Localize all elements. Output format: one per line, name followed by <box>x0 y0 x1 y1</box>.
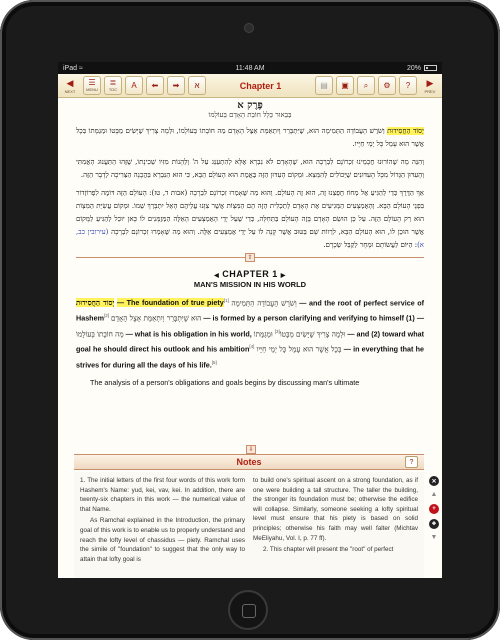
prev-button[interactable] <box>420 75 440 97</box>
arrow-back-icon: ⬅ <box>151 80 159 90</box>
section-divider <box>76 257 424 267</box>
arrow-left-icon: ◀ <box>66 77 74 88</box>
english-text: — and the root of perfect service of Hashem <box>76 298 425 323</box>
hebrew-inline: וּלְמָה צָרִיךְ שֶׁיָּשִׂים מַבָּטוֹ <box>279 329 346 339</box>
footnote-text: 1. The initial letters of the first four words of this work form Hashem's Name: yud, kei, vav, kei. In addition, there are twenty-six chapters in this work — the numerical value of that Name. <box>80 477 245 513</box>
notes-title: Notes <box>236 457 262 467</box>
status-time: 11:48 AM <box>235 64 265 72</box>
back-arrow-button[interactable] <box>146 76 164 95</box>
arrow-right-icon: ▶ <box>426 77 434 88</box>
next-label: NEXT <box>64 88 76 94</box>
english-paragraph: The analysis of a person's obligations and goals begins by discussing man's ultimate <box>90 377 360 387</box>
wifi-carrier: iPad ≈ <box>63 64 83 72</box>
menu-icon: ☰ <box>88 78 96 87</box>
hebrew-chapter-title: פֶּרֶק א <box>237 100 263 111</box>
highlighted-hebrew: יְסוֹד הַחֲסִידוּת <box>76 298 115 308</box>
footnote-marker[interactable]: [1] <box>223 298 229 303</box>
hebrew-inline: הוּא שֶׁיִּתְבָּרֵר וְיִתְאַמֵּת אֵצֶל הָאָדָם <box>111 313 202 323</box>
highlighted-phrase: יְסוֹד הַחֲסִידוּת <box>387 127 425 135</box>
battery-percent: 20% <box>406 64 421 72</box>
toc-button[interactable] <box>104 76 122 95</box>
footnote-text: to build one's spiritual ascent on a strong foundation, as if one were building a tall structure. The taller the building, the stronger its foundation must be; otherwise the edifice will collapse. Similarly, someone seeking a lofty spiritual level must ensure that his piety is based on solid principles; otherwise his faith may well falter (Michtav MeEliyahu, Vol. I, p. 77 ff). <box>253 477 418 542</box>
menu-label: MENU <box>86 87 98 92</box>
notes-header <box>74 454 424 470</box>
chapter-title: Chapter 1 <box>239 80 282 91</box>
briefcase-button[interactable] <box>336 76 354 95</box>
notes-column <box>80 476 245 574</box>
footnote-text: 2. This chapter will present the "root" of perfect <box>263 546 394 554</box>
notes-panel[interactable] <box>74 472 424 578</box>
close-icon[interactable]: ✕ <box>429 476 439 486</box>
hebrew-paragraph <box>76 187 424 252</box>
next-button[interactable] <box>60 75 80 97</box>
english-text: — what is his obligation in his world, <box>125 329 252 339</box>
home-button[interactable] <box>228 590 268 630</box>
footnote-marker[interactable]: [4] <box>249 344 255 350</box>
triangle-down-icon[interactable]: ▼ <box>430 534 438 541</box>
chapter-heading-text: CHAPTER 1 <box>222 269 278 279</box>
notes-column <box>253 476 418 574</box>
toolbar <box>58 74 442 98</box>
list-icon: ≣ <box>109 78 117 87</box>
footnote-text: As Ramchal explained in the Introduction, the primary goal of this work is to enable us to properly understand and reach the lofty level of chassidus — piety. Ramchal uses the simile of "foundation" to suggest that the only way to attain that lofty goal is <box>80 517 245 563</box>
battery-icon <box>424 65 437 71</box>
add-icon[interactable]: + <box>429 504 439 514</box>
hebrew-chapter-subtitle: בְּבֵאוּר כְּלָל חוֹבַת הָאָדָם בְּעוֹלָמוֹ <box>208 111 292 119</box>
english-text: — and (2) toward what goal he should direct his outlook and his ambition <box>76 329 425 354</box>
pages-icon: ▤ <box>320 80 328 90</box>
notes-help-button[interactable]: ? <box>405 456 418 468</box>
hebrew-inline: וְשֹׁרֶשׁ הָעֲבוֹדָה הַתְּמִימָה <box>231 298 297 308</box>
footnote-marker[interactable]: [5] <box>211 359 217 365</box>
search-icon: ⌕ <box>363 80 369 90</box>
gear-icon: ⚙ <box>383 80 391 90</box>
english-text: — is formed by a person clarifying and verifying to himself (1) — <box>203 313 425 323</box>
hebrew-inline: וּמְגַמָּתוֹ <box>253 329 273 339</box>
screen <box>58 62 442 578</box>
help-label: ? <box>405 80 411 90</box>
pages-button[interactable] <box>315 76 333 95</box>
chapter-heading-line <box>76 269 424 279</box>
chevron-right-icon: ▶ <box>280 273 286 279</box>
hebrew-inline: מַה חוֹבָתוֹ בְּעוֹלָמוֹ <box>76 329 124 339</box>
menu-button[interactable] <box>83 76 101 95</box>
briefcase-icon: ▣ <box>341 80 349 90</box>
english-font-button[interactable] <box>125 76 143 95</box>
source-reference-link[interactable]: (עירובין כב, א) <box>76 228 424 249</box>
arrow-forward-icon: ➡ <box>172 80 180 90</box>
notes-drag-handle[interactable]: ⇩ <box>246 445 256 454</box>
hebrew-text: : הַיּוֹם לַעֲשׂוֹתָם וּמָחָר לְקַבֵּל שְׂכָרָם. <box>323 241 418 249</box>
move-icon[interactable]: ✥ <box>429 519 439 529</box>
search-button[interactable] <box>357 76 375 95</box>
hebrew-text: אַךְ הַדֶּרֶךְ כְּדֵי לְהַגִּיעַ אֶל מְחוֹז חֶפְצֵנוּ זֶה, הוּא זֶה הָעוֹלָם. וְהוּא מַה שֶּׁאָמְרוּ זִכְרוֹנָם לִבְרָכָה (אבות ד, טז): הָעוֹלָם הַזֶּה דּוֹמֶה לִפְרוֹזְדוֹר בִּפְנֵי הָעוֹלָם הַבָּא. וְהָאֶמְצָעִים הַמְּגִיעִים אֶת הָאָדָם לְתַכְלִית הַזֶּה הֵם הַמִּצְוֹת אֲשֶׁר צִוָּנוּ עֲלֵיהֶם הָאֵל יִתְבָּרַךְ שְׁמוֹ. וּמְקוֹם עֲשִׂיַּת הַמִּצְוֹת הוּא רַק הָעוֹלָם הַזֶּה. עַל כֵּן הוּשַׂם הָאָדָם בָּזֶה הָעוֹלָם בַּתְּחִלָּה, כְּדֵי שֶׁעַל יְדֵי הָאֶמְצָעִים הָאֵלֶּה הַמְּזֻמָּנִים לוֹ כָּאן יוּכַל לְהַגִּיעַ לַמָּקוֹם אֲשֶׁר הוּכַן לוֹ, הוּא הָעוֹלָם הַבָּא, לִרְווֹת שָׁם בַּטּוּב אֲשֶׁר קָנָה לוֹ עַל יְדֵי אֶמְצָעִים אֵלֶּה. וְהוּא מַה שֶּׁאָמְרוּ זִכְרוֹנָם לִבְרָכָה <box>76 189 424 236</box>
hebrew-text: וְשֹׁרֶשׁ הָעֲבוֹדָה הַתְּמִימָה הוּא, שֶׁיִּתְבָּרֵר וְיִתְאַמֵּת אֵצֶל הָאָדָם מַה חוֹבָתוֹ בְּעוֹלָמוֹ, וּלְמָה צָרִיךְ שֶׁיָּשִׂים מַבָּטוֹ וּמְגַמָּתוֹ בְּכָל אֲשֶׁר הוּא עָמֵל כָּל יְמֵי חַיָּיו. <box>76 127 424 148</box>
toc-label: TOC <box>108 87 118 92</box>
prev-label: PREV <box>424 88 436 94</box>
hebrew-font-button[interactable] <box>188 76 206 95</box>
forward-arrow-button[interactable] <box>167 76 185 95</box>
font-letter: A <box>131 80 137 90</box>
triangle-up-icon[interactable]: ▲ <box>430 491 438 498</box>
english-text: — in everything that he strives for during all the days of his life. <box>76 344 424 369</box>
english-paragraph <box>76 294 424 371</box>
help-button[interactable] <box>399 76 417 95</box>
chapter-subheading: MAN'S MISSION IN HIS WORLD <box>193 280 307 289</box>
highlighted-english: — The foundation of true piety <box>116 298 224 308</box>
hebrew-paragraph <box>76 125 424 151</box>
chevron-left-icon: ◀ <box>214 273 220 279</box>
camera-icon <box>245 24 253 32</box>
english-chapter-heading <box>76 269 424 289</box>
collapse-up-handle[interactable]: ⇧ <box>245 253 255 262</box>
hebrew-inline: בְּכָל אֲשֶׁר הוּא עָמֵל כָּל יְמֵי חַיָּיו <box>256 344 342 354</box>
notes-side-controls <box>428 476 440 576</box>
footnote-marker[interactable]: [2] <box>103 313 109 319</box>
battery-status <box>407 65 437 72</box>
footnote-marker[interactable]: [3] <box>274 328 280 334</box>
settings-button[interactable] <box>378 76 396 95</box>
status-bar <box>58 62 442 74</box>
hebrew-paragraph: וְהִנֵּה מָה שֶׁהוֹרוּנוּ חֲכָמֵינוּ זִכְרוֹנָם לִבְרָכָה הוּא, שֶׁהָאָדָם לֹא נִבְרָא אֶלָּא לְהִתְעַנֵּג עַל ה' וְלֵהָנוֹת מִזִּיו שְׁכִינָתוֹ, שֶׁזֶּהוּ הַתַּעֲנוּג הָאֲמִתִּי וְהָעִדּוּן הַגָּדוֹל מִכָּל הָעִדּוּנִים שֶׁיְּכוֹלִים לְהִמָּצֵא. וּמְקוֹם הָעִדּוּן הַזֶּה בֶּאֱמֶת הוּא הָעוֹלָם הַבָּא, כִּי הוּא הַנִּבְרָא בַּהֲכָנָה הַצְּרִיכָה לְדָבָר הַזֶּה. <box>76 158 424 179</box>
wifi-icon: ≈ <box>78 64 83 72</box>
hebrew-letter: א <box>194 80 200 90</box>
